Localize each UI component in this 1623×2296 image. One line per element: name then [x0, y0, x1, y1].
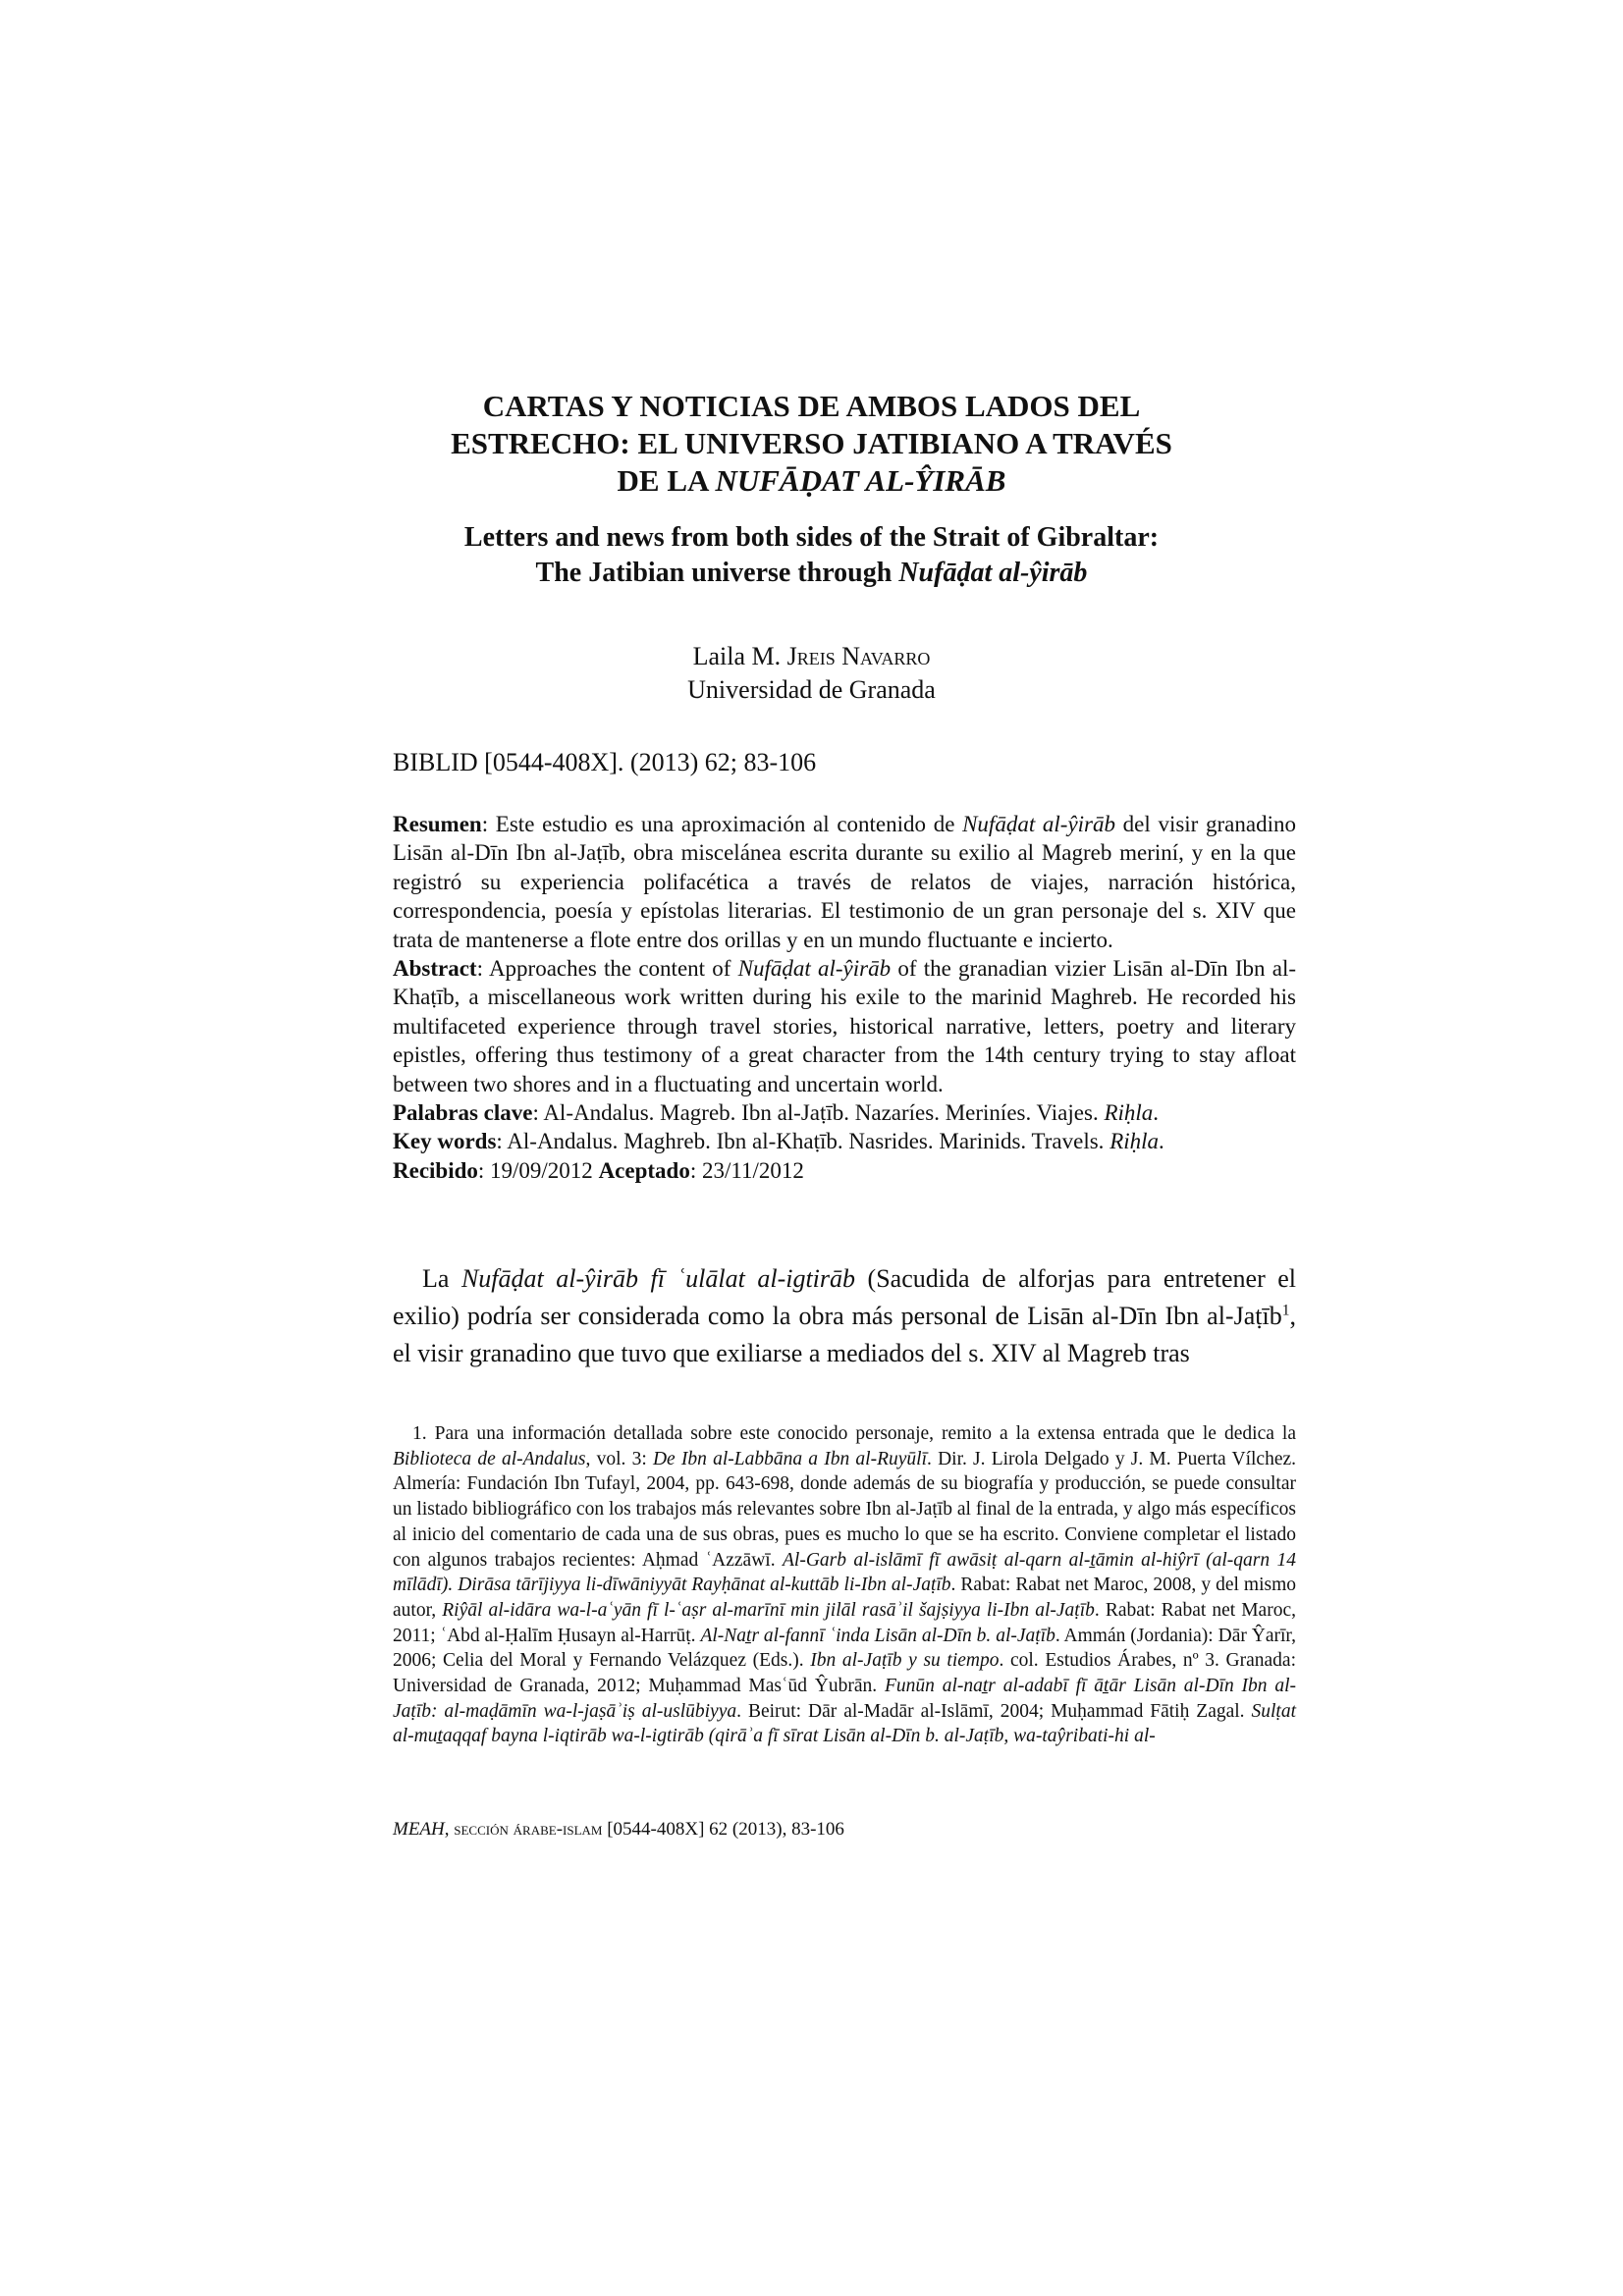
- footer-reference: [0544-408X] 62 (2013), 83-106: [607, 1819, 844, 1840]
- recibido-value: : 19/09/2012: [477, 1157, 599, 1183]
- footer-section: , sección árabe-islam: [444, 1819, 608, 1840]
- biblid-line: BIBLID [0544-408X]. (2013) 62; 83-106: [393, 748, 817, 776]
- footnote-segment: . Rabat: Rabat net Maroc, 2011; ʿAbd al-Ḥalīm Ḥusayn al-Harrūṭ.: [393, 1599, 1296, 1646]
- footnote-segment: Biblioteca de al-Andalus: [393, 1448, 586, 1469]
- abstract-text-a: : Approaches the content of: [476, 956, 738, 982]
- key-words-italic: Riḥla: [1109, 1129, 1160, 1154]
- author-block: [324, 640, 1299, 707]
- author-given-name: Laila M.: [692, 642, 787, 670]
- footnote-segment: Sulṭat al-muṯaqqaf bayna l-iqtirāb wa-l-igtirāb (qirāʾa fī sīrat Lisān al-Dīn b. al-Jaṭīb, wa-taŷribati-hi al-: [393, 1700, 1297, 1747]
- title-en-line-2: [324, 556, 1299, 591]
- abstract-label: Abstract: [393, 956, 477, 982]
- resumen-italic: Nufāḍat al-ŷirāb: [962, 812, 1115, 836]
- dates-line: [393, 1156, 1296, 1185]
- body-text-b: (Sacudida de alforjas para entretener el exilio) podría ser considerada como la obra más personal de Lisān al-Dīn Ibn al-Jaṭīb: [393, 1264, 1297, 1330]
- resumen-text-b: del visir granadino Lisān al-Dīn Ibn al-Jaṭīb, obra miscelánea escrita durante su exilio al Magreb meriní, y en la que registró su experiencia polifacética a través de relatos de viajes, narración histórica, correspondencia, poesía y epístolas literarias. El testimonio de un gran personaje del s. XIV que trata de mantenerse a flote entre dos orillas y en un mundo fluctuante e incierto.: [393, 812, 1296, 952]
- title-en-line-2-italic: Nufāḍat al-ŷirāb: [898, 558, 1088, 588]
- key-words-label: Key words: [393, 1129, 497, 1154]
- author-affiliation: Universidad de Granada: [687, 675, 936, 704]
- resumen-text-a: : Este estudio es una aproximación al contenido de: [481, 812, 963, 836]
- palabras-clave-text: : Al-Andalus. Magreb. Ibn al-Jaṭīb. Nazaríes. Meriníes. Viajes.: [532, 1100, 1105, 1126]
- title-en-line-2-prefix: The Jatibian universe through: [535, 558, 899, 588]
- abstract-italic: Nufāḍat al-ŷirāb: [737, 956, 892, 982]
- footnote-segment: Ibn al-Jaṭīb y su tiempo: [810, 1650, 1000, 1672]
- recibido-label: Recibido: [393, 1157, 478, 1183]
- title-es-line-1: CARTAS Y NOTICIAS DE AMBOS LADOS DEL: [482, 389, 1141, 423]
- footnote-1: [393, 1421, 1296, 1749]
- abstract-text-b: of the granadian vizier Lisān al-Dīn Ibn al-Khaṭīb, a miscellaneous work written during his exile to the marinid Maghreb. He recorded his multifaceted experience through travel stories, historical narrative, letters, poetry and literary epistles, offering thus testimony of a great character from the 14th century trying to stay afloat between two shores and in a fluctuating and uncertain world.: [393, 956, 1296, 1096]
- palabras-clave-italic: Riḥla: [1104, 1100, 1154, 1126]
- article-title-english: [324, 520, 1299, 591]
- footnote-segment: , vol. 3:: [585, 1448, 653, 1469]
- footnote-segment: 1. Para una información detallada sobre este conocido personaje, remito a la extensa entrada que le dedica la: [412, 1423, 1296, 1444]
- body-text-c: , el visir granadino que tuvo que exiliarse a mediados del s. XIV al Magreb tras: [393, 1302, 1296, 1367]
- footnote-segment: De Ibn al-Labbāna a Ibn al-Ruyūlī: [652, 1448, 927, 1469]
- article-title-spanish: [324, 388, 1299, 500]
- footnote-segment: Al-Naṯr al-fannī ʿinda Lisān al-Dīn b. al-Jaṭīb: [700, 1625, 1055, 1646]
- author-name: [324, 640, 1299, 673]
- footnote-segment: . col. Estudios Árabes, nº 3. Granada: Universidad de Granada, 2012; Muḥammad Masʿūd Ŷubrān.: [393, 1650, 1296, 1697]
- resumen-label: Resumen: [393, 812, 482, 836]
- author-surname: Jreis Navarro: [786, 642, 931, 670]
- aceptado-label: Aceptado: [598, 1157, 690, 1183]
- footnote-segment: . Dir. J. Lirola Delgado y J. M. Puerta Vílchez. Almería: Fundación Ibn Tufayl, 2004, pp. 643-698, donde además de su biografía y producción, se puede consultar un listado bibliográfico con los trabajos más relevantes sobre Ibn al-Jaṭīb al final de la entrada, y algo más específicos al inicio del comentario de cada una de sus obras, pues es mucho lo que se ha escrito. Conviene completar el listado con algunos trabajos recientes: Aḥmad ʿAzzāwī.: [393, 1448, 1296, 1571]
- title-es-line-3-prefix: DE LA: [617, 463, 716, 498]
- palabras-clave-end: .: [1153, 1100, 1160, 1126]
- key-words-end: .: [1159, 1129, 1164, 1154]
- title-es-line-3-italic: NUFĀḌAT AL-ŶIRĀB: [715, 463, 1006, 498]
- title-es-line-3: [324, 462, 1299, 500]
- body-text-a: La: [422, 1264, 461, 1293]
- body-paragraph: [393, 1260, 1296, 1372]
- resumen-paragraph: [393, 810, 1296, 954]
- footnote-segment: Funūn al-naṯr al-adabī fī āṯār Lisān al-Dīn Ibn al-Jaṭīb: al-maḍāmīn wa-l-jaṣāʾiṣ al-uslūbiyya: [393, 1676, 1296, 1722]
- body-italic-title: Nufāḍat al-ŷirāb fī ʿulālat al-igtirāb: [460, 1264, 856, 1293]
- footnote-segment: . Ammán (Jordania): Dār Ŷarīr, 2006; Celia del Moral y Fernando Velázquez (Eds.).: [393, 1625, 1296, 1672]
- footnote-segment: . Rabat: Rabat net Maroc, 2008, y del mismo autor,: [393, 1575, 1296, 1621]
- abstract-block: [393, 810, 1296, 1185]
- footer-journal: MEAH: [393, 1819, 445, 1840]
- page-footer: [393, 1818, 844, 1842]
- title-en-line-1: Letters and news from both sides of the Strait of Gibraltar:: [463, 522, 1160, 553]
- title-es-line-2: ESTRECHO: EL UNIVERSO JATIBIANO A TRAVÉS: [451, 426, 1172, 460]
- footnote-segment: Riŷāl al-idāra wa-l-aʿyān fī l-ʿaṣr al-marīnī min jilāl rasāʾil šajṣiyya li-Ibn al-Jaṭīb: [442, 1599, 1095, 1621]
- abstract-paragraph: [393, 954, 1296, 1098]
- palabras-clave-label: Palabras clave: [393, 1100, 533, 1126]
- key-words-text: : Al-Andalus. Maghreb. Ibn al-Khaṭīb. Nasrides. Marinids. Travels.: [496, 1129, 1110, 1154]
- footnote-segment: . Beirut: Dār al-Madār al-Islāmī, 2004; Muḥammad Fātiḥ Zagal.: [736, 1700, 1252, 1722]
- key-words-line: [393, 1127, 1296, 1155]
- footnote-segment: Al-Garb al-islāmī fī awāsiṭ al-qarn al-ṯāmin al-hiŷrī (al-qarn 14 mīlādī). Dirāsa tārījiyya li-dīwāniyyāt Rayḥānat al-kuttāb li-Ibn al-Jaṭīb: [393, 1549, 1296, 1596]
- aceptado-value: : 23/11/2012: [689, 1157, 804, 1183]
- footnote-reference[interactable]: 1: [1281, 1302, 1290, 1319]
- palabras-clave-line: [393, 1098, 1296, 1127]
